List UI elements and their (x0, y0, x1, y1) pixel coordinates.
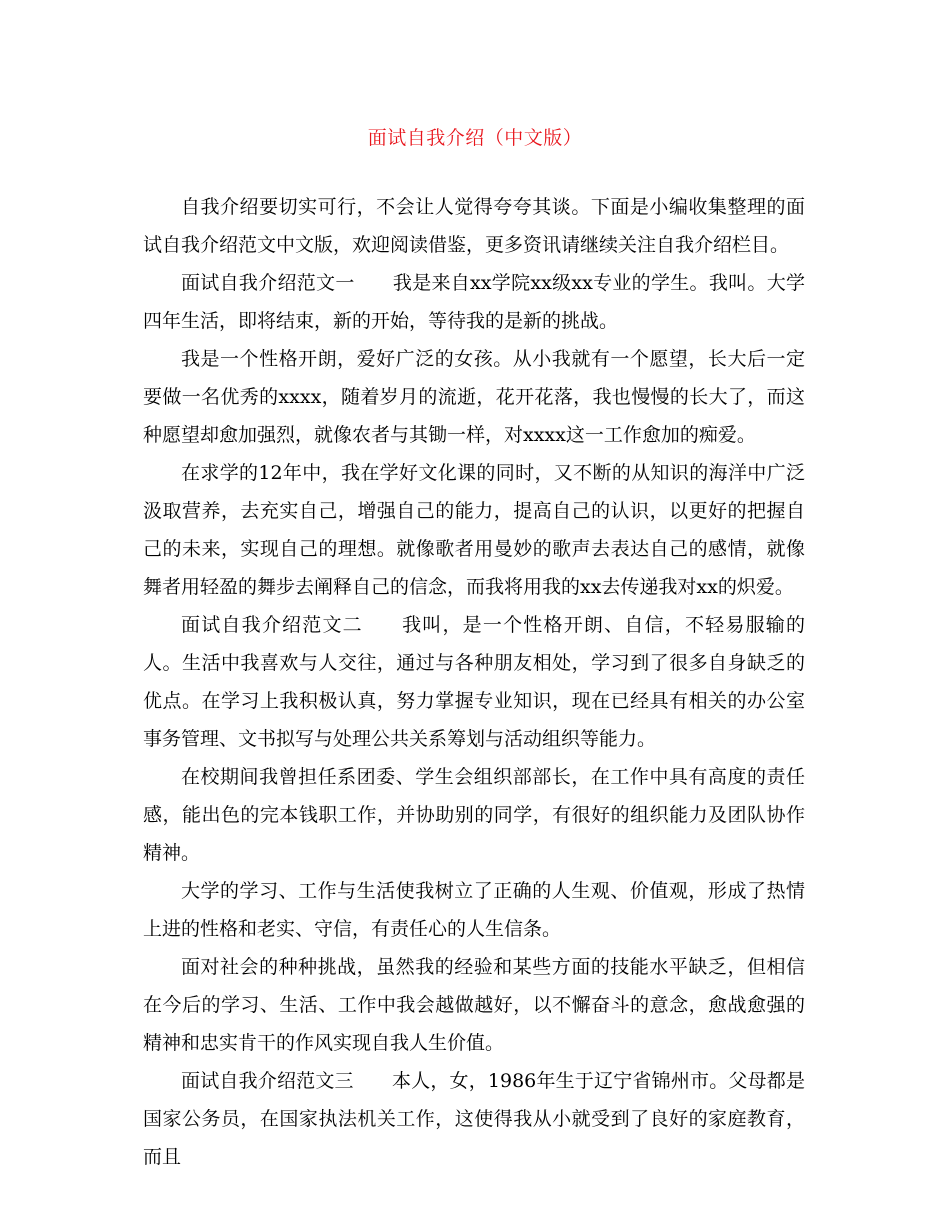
section-heading: 面试自我介绍范文二 (181, 614, 363, 636)
paragraph-text: 面对社会的种种挑战，虽然我的经验和某些方面的技能水平缺乏，但相信在今后的学习、生活、工作中我会越做越好，以不懈奋斗的意念，愈战愈强的精神和忠实肯干的作风实现自我人生价值。 (143, 956, 805, 1054)
section-heading: 面试自我介绍范文一 (181, 272, 355, 294)
paragraph-text: 我是来自xx学院xx级xx专业的学生。我叫。大学四年生活，即将结束，新的开始，等待我的是新的挑战。 (143, 272, 805, 332)
section-heading: 面试自我介绍范文三 (181, 1070, 354, 1092)
paragraph-sample-2 (143, 606, 805, 758)
paragraph-text: 我叫，是一个性格开朗、自信，不轻易服输的人。生活中我喜欢与人交往，通过与各种朋友相处，学习到了很多自身缺乏的优点。在学习上我积极认真，努力掌握专业知识，现在已经具有相关的办公室事务管理、文书拟写与处理公共关系筹划与活动组织等能力。 (143, 614, 805, 750)
paragraph (143, 340, 805, 454)
paragraph (143, 872, 805, 948)
paragraph-sample-3 (143, 1062, 805, 1176)
paragraph-text: 我是一个性格开朗，爱好广泛的女孩。从小我就有一个愿望，长大后一定要做一名优秀的xxxx，随着岁月的流逝，花开花落，我也慢慢的长大了，而这种愿望却愈加强烈，就像农者与其锄一样，对xxxx这一工作愈加的痴爱。 (143, 348, 805, 446)
paragraph-text: 在求学的12年中，我在学好文化课的同时，又不断的从知识的海洋中广泛汲取营养，去充实自己，增强自己的能力，提高自己的认识，以更好的把握自己的未来，实现自己的理想。就像歌者用曼妙的歌声去表达自己的感情，就像舞者用轻盈的舞步去阐释自己的信念，而我将用我的xx去传递我对xx的炽爱。 (143, 462, 805, 598)
paragraph (143, 758, 805, 872)
paragraph-intro (143, 188, 805, 264)
document-body (143, 188, 805, 1176)
paragraph-sample-1 (143, 264, 805, 340)
paragraph-text: 大学的学习、工作与生活使我树立了正确的人生观、价值观，形成了热情上进的性格和老实、守信，有责任心的人生信条。 (143, 880, 805, 940)
paragraph (143, 454, 805, 606)
paragraph (143, 948, 805, 1062)
paragraph-text: 自我介绍要切实可行，不会让人觉得夸夸其谈。下面是小编收集整理的面试自我介绍范文中文版，欢迎阅读借鉴，更多资讯请继续关注自我介绍栏目。 (143, 196, 805, 256)
paragraph-text: 本人，女，1986年生于辽宁省锦州市。父母都是国家公务员，在国家执法机关工作，这使得我从小就受到了良好的家庭教育，而且 (143, 1070, 805, 1168)
document-title: 面试自我介绍（中文版） (367, 127, 583, 149)
paragraph-text: 在校期间我曾担任系团委、学生会组织部部长，在工作中具有高度的责任感，能出色的完本钱职工作，并协助别的同学，有很好的组织能力及团队协作精神。 (143, 766, 805, 864)
